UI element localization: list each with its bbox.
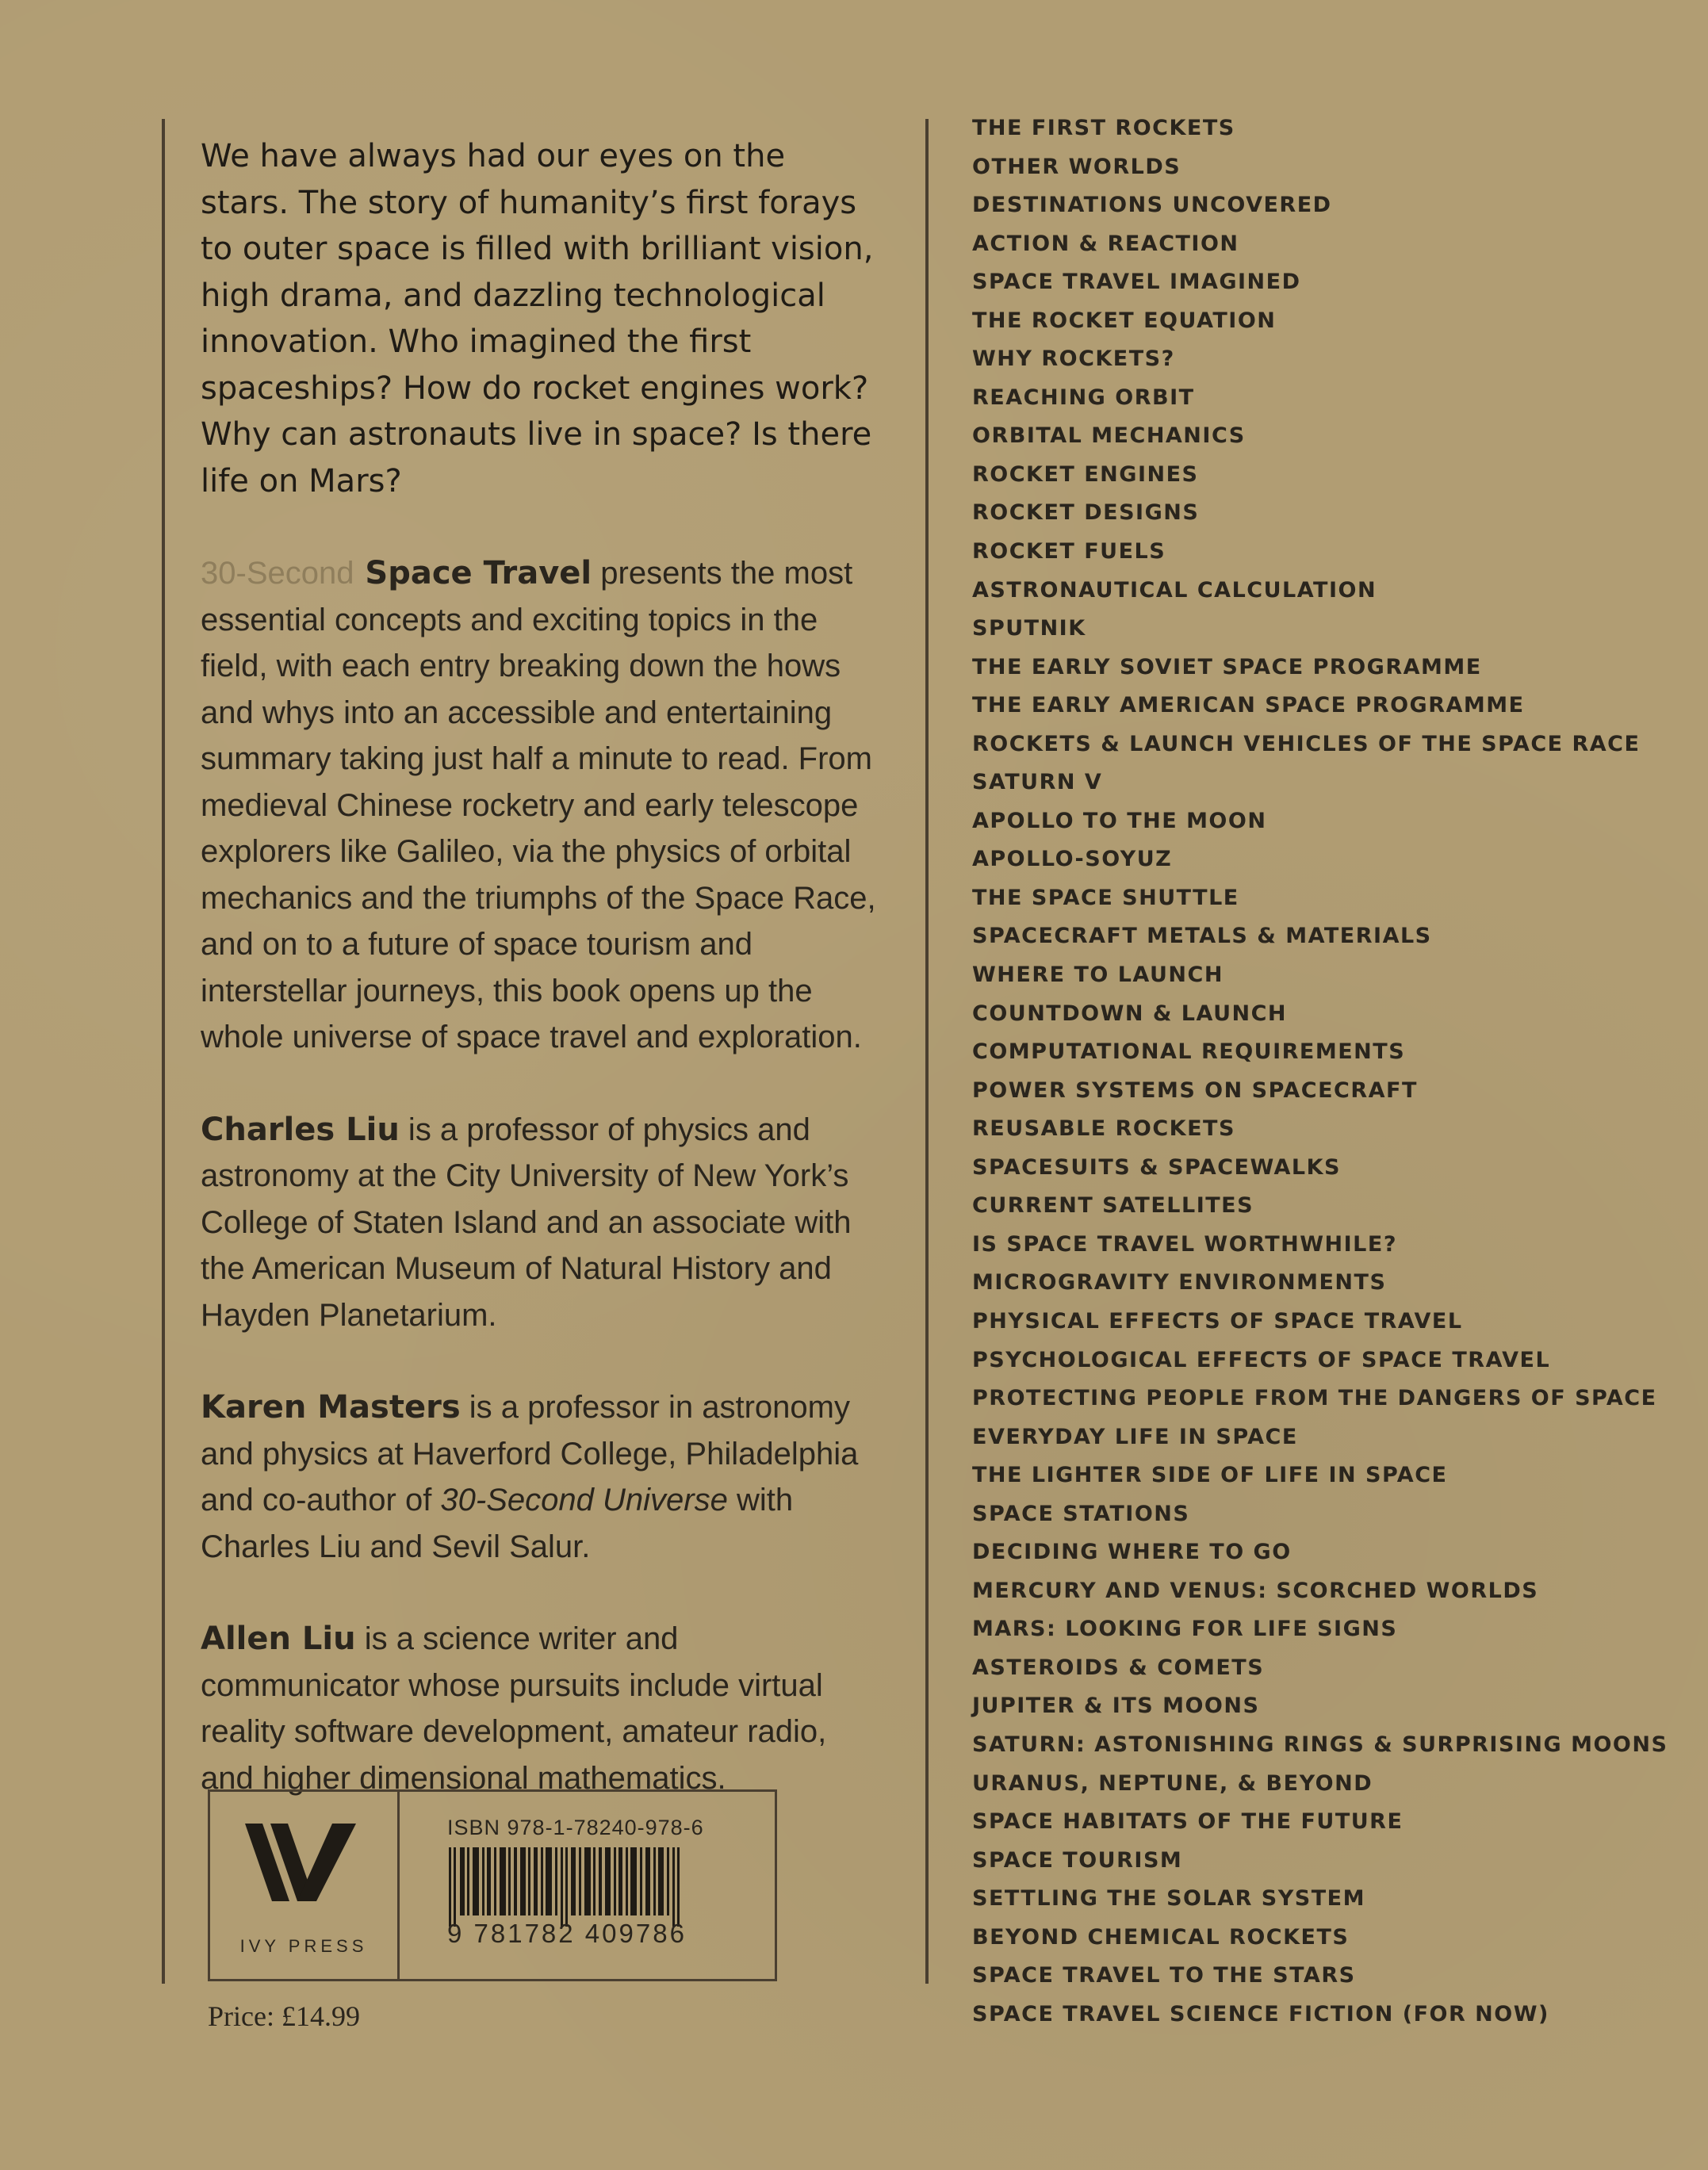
- left-vertical-rule: [162, 119, 165, 1984]
- contents-item: SPACESUITS & SPACEWALKS: [972, 1154, 1341, 1180]
- contents-item: SPACE TRAVEL TO THE STARS: [972, 1963, 1356, 1988]
- author-bio-text: is a science writer and communicator whose pursuits include virtual reality software development, amateur radio, and higher dimensional mathematics.: [201, 1621, 827, 1796]
- barcode-cell: [400, 1792, 775, 1979]
- author-bio-text: is a professor in astronomy and physics at Haverford College, Philadelphia and co-author of: [201, 1390, 859, 1517]
- contents-item: REUSABLE ROCKETS: [972, 1116, 1235, 1142]
- contents-item: SETTLING THE SOLAR SYSTEM: [972, 1886, 1365, 1912]
- book-title: Space Travel: [354, 555, 592, 591]
- isbn-number: ISBN 978-1-78240-978-6: [447, 1816, 704, 1839]
- contents-item: THE ROCKET EQUATION: [972, 308, 1277, 333]
- contents-item: PSYCHOLOGICAL EFFECTS OF SPACE TRAVEL: [972, 1347, 1551, 1372]
- contents-item: COMPUTATIONAL REQUIREMENTS: [972, 1039, 1406, 1065]
- author-bio-charles-liu: [201, 1107, 883, 1339]
- contents-item: MERCURY AND VENUS: SCORCHED WORLDS: [972, 1578, 1539, 1603]
- contents-item: APOLLO TO THE MOON: [972, 808, 1267, 833]
- contents-item: WHERE TO LAUNCH: [972, 963, 1224, 988]
- contents-item: DESTINATIONS UNCOVERED: [972, 193, 1332, 218]
- author-bio-allen-liu: [201, 1616, 883, 1801]
- price-label: Price: £14.99: [208, 2000, 360, 2032]
- contents-item: SATURN V: [972, 770, 1103, 795]
- contents-item: THE SPACE SHUTTLE: [972, 885, 1239, 910]
- contents-item: THE EARLY SOVIET SPACE PROGRAMME: [972, 654, 1482, 679]
- contents-item: PROTECTING PEOPLE FROM THE DANGERS OF SPACE: [972, 1386, 1657, 1411]
- blurb-lead: We have always had our eyes on the stars. The story of humanity’s first forays to outer space is filled with brilliant vision, high drama, and dazzling technological innovation. Who imagined the first spaceships? How do rocket engines work? Why can astronauts live in space? Is there life on Mars?: [201, 138, 874, 499]
- contents-item: SPUTNIK: [972, 616, 1086, 641]
- contents-item: COUNTDOWN & LAUNCH: [972, 1001, 1287, 1026]
- contents-item: URANUS, NEPTUNE, & BEYOND: [972, 1770, 1373, 1796]
- related-book-title: 30-Second Universe: [440, 1483, 728, 1517]
- blurb-intro-text: presents the most essential concepts and exciting topics in the field, with each entry breaking down the hows and whys into an accessible and entertaining summary taking just half a minute to read. From medieval Chinese rocketry and early telescope explorers like Galileo, via the physics of orbital mechanics and the triumphs of the Space Race, and on to a future of space tourism and interstellar journeys, this book opens up the whole universe of space travel and exploration.: [201, 556, 876, 1054]
- contents-item: REACHING ORBIT: [972, 385, 1195, 410]
- publisher-logo-cell: [210, 1792, 400, 1979]
- barcode-digits: 9 781782 409786: [447, 1919, 687, 1948]
- contents-item: PHYSICAL EFFECTS OF SPACE TRAVEL: [972, 1308, 1463, 1334]
- contents-item: JUPITER & ITS MOONS: [972, 1694, 1260, 1719]
- contents-item: ROCKET DESIGNS: [972, 500, 1200, 526]
- contents-item: BEYOND CHEMICAL ROCKETS: [972, 1924, 1350, 1950]
- barcode-box: [208, 1789, 777, 1981]
- contents-item: SPACE TOURISM: [972, 1847, 1183, 1873]
- contents-item: CURRENT SATELLITES: [972, 1193, 1254, 1219]
- contents-item: ROCKET ENGINES: [972, 461, 1199, 487]
- contents-item: DECIDING WHERE TO GO: [972, 1540, 1292, 1565]
- blurb-intro: [201, 550, 883, 1061]
- barcode-icon: [449, 1847, 687, 1927]
- author-name: Karen Masters: [201, 1389, 461, 1426]
- author-name: Charles Liu: [201, 1111, 400, 1148]
- contents-item: ROCKET FUELS: [972, 539, 1166, 565]
- contents-item: MARS: LOOKING FOR LIFE SIGNS: [972, 1617, 1398, 1642]
- ivy-press-logo-icon: [245, 1824, 364, 1903]
- contents-list: [972, 109, 1668, 2034]
- contents-item: OTHER WORLDS: [972, 154, 1181, 179]
- contents-item: ROCKETS & LAUNCH VEHICLES OF THE SPACE RACE: [972, 731, 1641, 756]
- contents-item: SPACE TRAVEL SCIENCE FICTION (FOR NOW): [972, 2001, 1549, 2026]
- contents-item: IS SPACE TRAVEL WORTHWHILE?: [972, 1231, 1397, 1257]
- contents-item: ACTION & REACTION: [972, 231, 1239, 256]
- contents-item: SPACE TRAVEL IMAGINED: [972, 270, 1301, 295]
- contents-item: ASTRONAUTICAL CALCULATION: [972, 577, 1377, 603]
- contents-item: ORBITAL MECHANICS: [972, 423, 1246, 449]
- series-prefix: 30-Second: [201, 556, 354, 591]
- contents-item: SPACE HABITATS OF THE FUTURE: [972, 1809, 1404, 1835]
- contents-item: THE LIGHTER SIDE OF LIFE IN SPACE: [972, 1463, 1448, 1488]
- publisher-name: IVY PRESS: [239, 1936, 368, 1956]
- contents-item: THE EARLY AMERICAN SPACE PROGRAMME: [972, 693, 1525, 718]
- center-vertical-rule: [925, 119, 929, 1984]
- contents-item: SPACE STATIONS: [972, 1501, 1190, 1526]
- author-bio-text: is a professor of physics and astronomy at the City University of New York’s College of Staten Island and an associate with the American Museum of Natural History and Hayden Planetarium.: [201, 1112, 852, 1333]
- blurb-column: [201, 133, 883, 1847]
- contents-item: APOLLO-SOYUZ: [972, 847, 1173, 872]
- author-bio-karen-masters: [201, 1384, 883, 1570]
- contents-item: THE FIRST ROCKETS: [972, 116, 1235, 140]
- contents-item: WHY ROCKETS?: [972, 346, 1175, 372]
- contents-item: ASTEROIDS & COMETS: [972, 1655, 1265, 1680]
- contents-item: SPACECRAFT METALS & MATERIALS: [972, 924, 1432, 949]
- contents-item: MICROGRAVITY ENVIRONMENTS: [972, 1270, 1387, 1295]
- contents-item: EVERYDAY LIFE IN SPACE: [972, 1424, 1298, 1449]
- contents-item: SATURN: ASTONISHING RINGS & SURPRISING MOONS: [972, 1732, 1668, 1757]
- author-name: Allen Liu: [201, 1621, 356, 1657]
- author-bio-text: with Charles Liu and Sevil Salur.: [201, 1483, 794, 1564]
- contents-item: POWER SYSTEMS ON SPACECRAFT: [972, 1077, 1418, 1103]
